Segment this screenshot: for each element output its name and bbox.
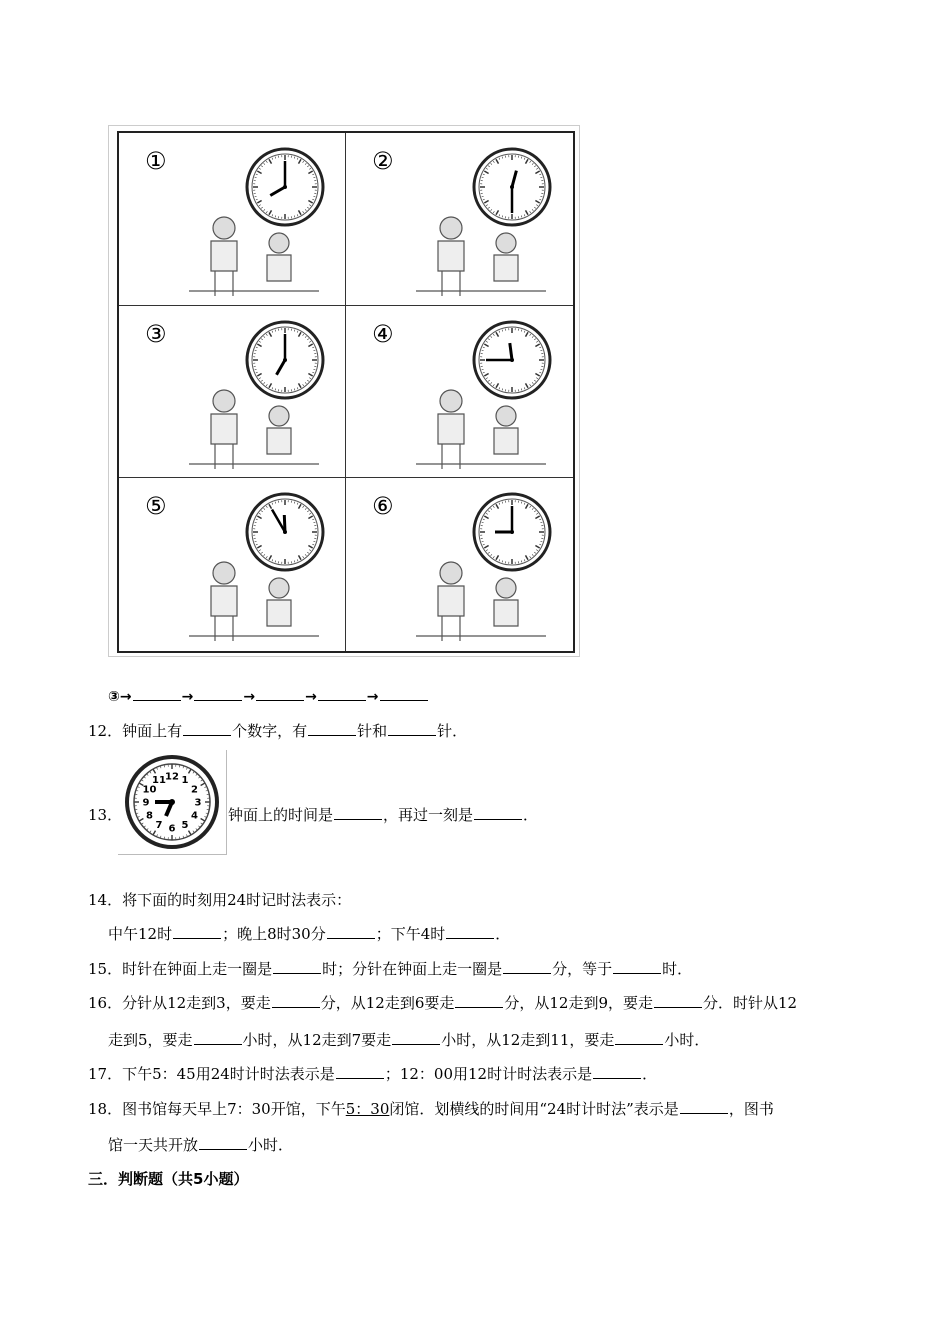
text: 针．	[437, 722, 468, 740]
text: 分，从12走到6要走	[320, 994, 455, 1012]
text: ，再过一刻是	[383, 806, 474, 824]
answer-blank[interactable]	[446, 924, 494, 939]
question-13-text	[228, 804, 538, 825]
clock-number: 10	[142, 784, 157, 796]
question-14-line2	[108, 923, 510, 944]
sequence-line	[108, 686, 429, 705]
answer-blank[interactable]	[194, 1030, 242, 1045]
text: 时．	[662, 960, 693, 978]
text: 针和	[357, 722, 388, 740]
question-14	[88, 889, 351, 910]
answer-blank[interactable]	[455, 993, 503, 1008]
answer-blank[interactable]	[173, 924, 221, 939]
scene-panel	[119, 478, 346, 651]
hour-hand	[284, 515, 285, 532]
text: 分，等于	[552, 960, 613, 978]
text: 钟面上有	[122, 722, 183, 740]
panel-number: ④	[372, 319, 394, 348]
arrow: →	[305, 689, 317, 705]
panel-number: ⑥	[372, 492, 394, 521]
section-heading: 三．判断题（共5小题）	[88, 1170, 249, 1188]
clock-number: 9	[142, 797, 150, 809]
clock-number: 6	[168, 823, 176, 835]
question-18-line2	[108, 1134, 293, 1155]
underlined-time: 5：30	[345, 1100, 390, 1118]
text: 钟面上的时间是	[228, 806, 334, 824]
text: 小时，从12走到11，要走	[441, 1031, 615, 1049]
question-number: 13．	[88, 806, 123, 824]
answer-blank[interactable]	[194, 686, 242, 701]
answer-blank[interactable]	[654, 993, 702, 1008]
sequence-start: ③→	[108, 689, 132, 705]
answer-blank[interactable]	[318, 686, 366, 701]
text: ；晚上8时30分	[222, 925, 326, 943]
answer-blank[interactable]	[503, 959, 551, 974]
text: 走到5，要走	[108, 1031, 193, 1049]
question-number: 17．	[88, 1065, 123, 1083]
question-17	[88, 1063, 657, 1084]
text: 馆一天共开放	[108, 1136, 199, 1154]
answer-blank[interactable]	[334, 805, 382, 820]
text: ．	[495, 925, 511, 943]
answer-blank[interactable]	[593, 1064, 641, 1079]
answer-blank[interactable]	[308, 721, 356, 736]
clock-icon	[472, 320, 552, 400]
panel-number: ①	[145, 147, 167, 175]
answer-blank[interactable]	[474, 805, 522, 820]
panel-number: ②	[372, 147, 394, 175]
answer-blank[interactable]	[256, 686, 304, 701]
arrow: →	[366, 689, 379, 705]
text: 时；分针在钟面上走一圈是	[322, 960, 503, 978]
arrow: →	[181, 689, 194, 705]
answer-blank[interactable]	[680, 1099, 728, 1114]
question-18	[88, 1098, 774, 1119]
question-12	[88, 720, 467, 741]
text: ；下午4时	[375, 925, 446, 943]
text: 下午5：45用24时计时法表示是	[122, 1065, 335, 1083]
question-13	[88, 804, 122, 825]
scene-panel	[346, 306, 573, 479]
clock-icon	[472, 492, 552, 572]
text: 将下面的时刻用24时记时法表示：	[122, 891, 352, 909]
clock-scenes-figure	[108, 125, 580, 657]
clock-number: 12	[165, 771, 179, 783]
clock-icon	[245, 320, 325, 400]
text: 小时．	[248, 1136, 294, 1154]
q13-clock-image	[118, 750, 227, 855]
text: 分，从12走到9，要走	[504, 994, 654, 1012]
question-15	[88, 958, 692, 979]
text: 中午12时	[108, 925, 173, 943]
text: 分针从12走到3，要走	[122, 994, 271, 1012]
text: 时针在钟面上走一圈是	[122, 960, 273, 978]
question-number: 14．	[88, 891, 123, 909]
clock-icon	[472, 147, 552, 227]
text: ；12：00用12时计时法表示是	[384, 1065, 593, 1083]
clock-icon	[245, 147, 325, 227]
answer-blank[interactable]	[327, 924, 375, 939]
question-number: 18．	[88, 1100, 123, 1118]
text: ，图书	[728, 1100, 774, 1118]
clock-number: 2	[191, 784, 198, 796]
scene-panel	[119, 133, 346, 306]
question-16	[88, 992, 797, 1013]
text: 小时．	[664, 1031, 710, 1049]
question-number: 15．	[88, 960, 123, 978]
question-16-line2	[108, 1029, 709, 1050]
clock-scenes-grid	[117, 131, 575, 653]
scene-panel	[346, 478, 573, 651]
answer-blank[interactable]	[199, 1135, 247, 1150]
clock-number: 5	[181, 820, 189, 831]
text: 小时，从12走到7要走	[242, 1031, 392, 1049]
answer-blank[interactable]	[613, 959, 661, 974]
clock-number: 11	[152, 775, 166, 786]
panel-number: ⑤	[145, 492, 167, 521]
clock-number: 4	[191, 810, 198, 822]
answer-blank[interactable]	[615, 1030, 663, 1045]
question-number: 12．	[88, 722, 123, 740]
panel-number: ③	[145, 319, 167, 348]
answer-blank[interactable]	[133, 686, 181, 701]
answer-blank[interactable]	[273, 959, 321, 974]
text: ．	[642, 1065, 658, 1083]
clock-number: 8	[146, 810, 153, 822]
scene-panel	[346, 133, 573, 306]
q13-clock	[118, 750, 226, 854]
clock-number: 7	[155, 820, 163, 831]
text: ．	[523, 806, 539, 824]
arrow: →	[243, 689, 256, 705]
text: 图书馆每天早上7：30开馆，下午	[122, 1100, 346, 1118]
answer-blank[interactable]	[380, 686, 428, 701]
text: 个数字，有	[232, 722, 308, 740]
scene-panel	[119, 306, 346, 479]
text: 分．时针从12	[703, 994, 798, 1012]
answer-blank[interactable]	[392, 1030, 440, 1045]
answer-blank[interactable]	[388, 721, 436, 736]
clock-icon	[245, 492, 325, 572]
answer-blank[interactable]	[272, 993, 320, 1008]
clock-number: 3	[194, 797, 202, 809]
answer-blank[interactable]	[336, 1064, 384, 1079]
answer-blank[interactable]	[183, 721, 231, 736]
clock-number: 1	[181, 775, 189, 786]
text: 闭馆．划横线的时间用“24时计时法”表示是	[389, 1100, 679, 1118]
question-number: 16．	[88, 994, 123, 1012]
